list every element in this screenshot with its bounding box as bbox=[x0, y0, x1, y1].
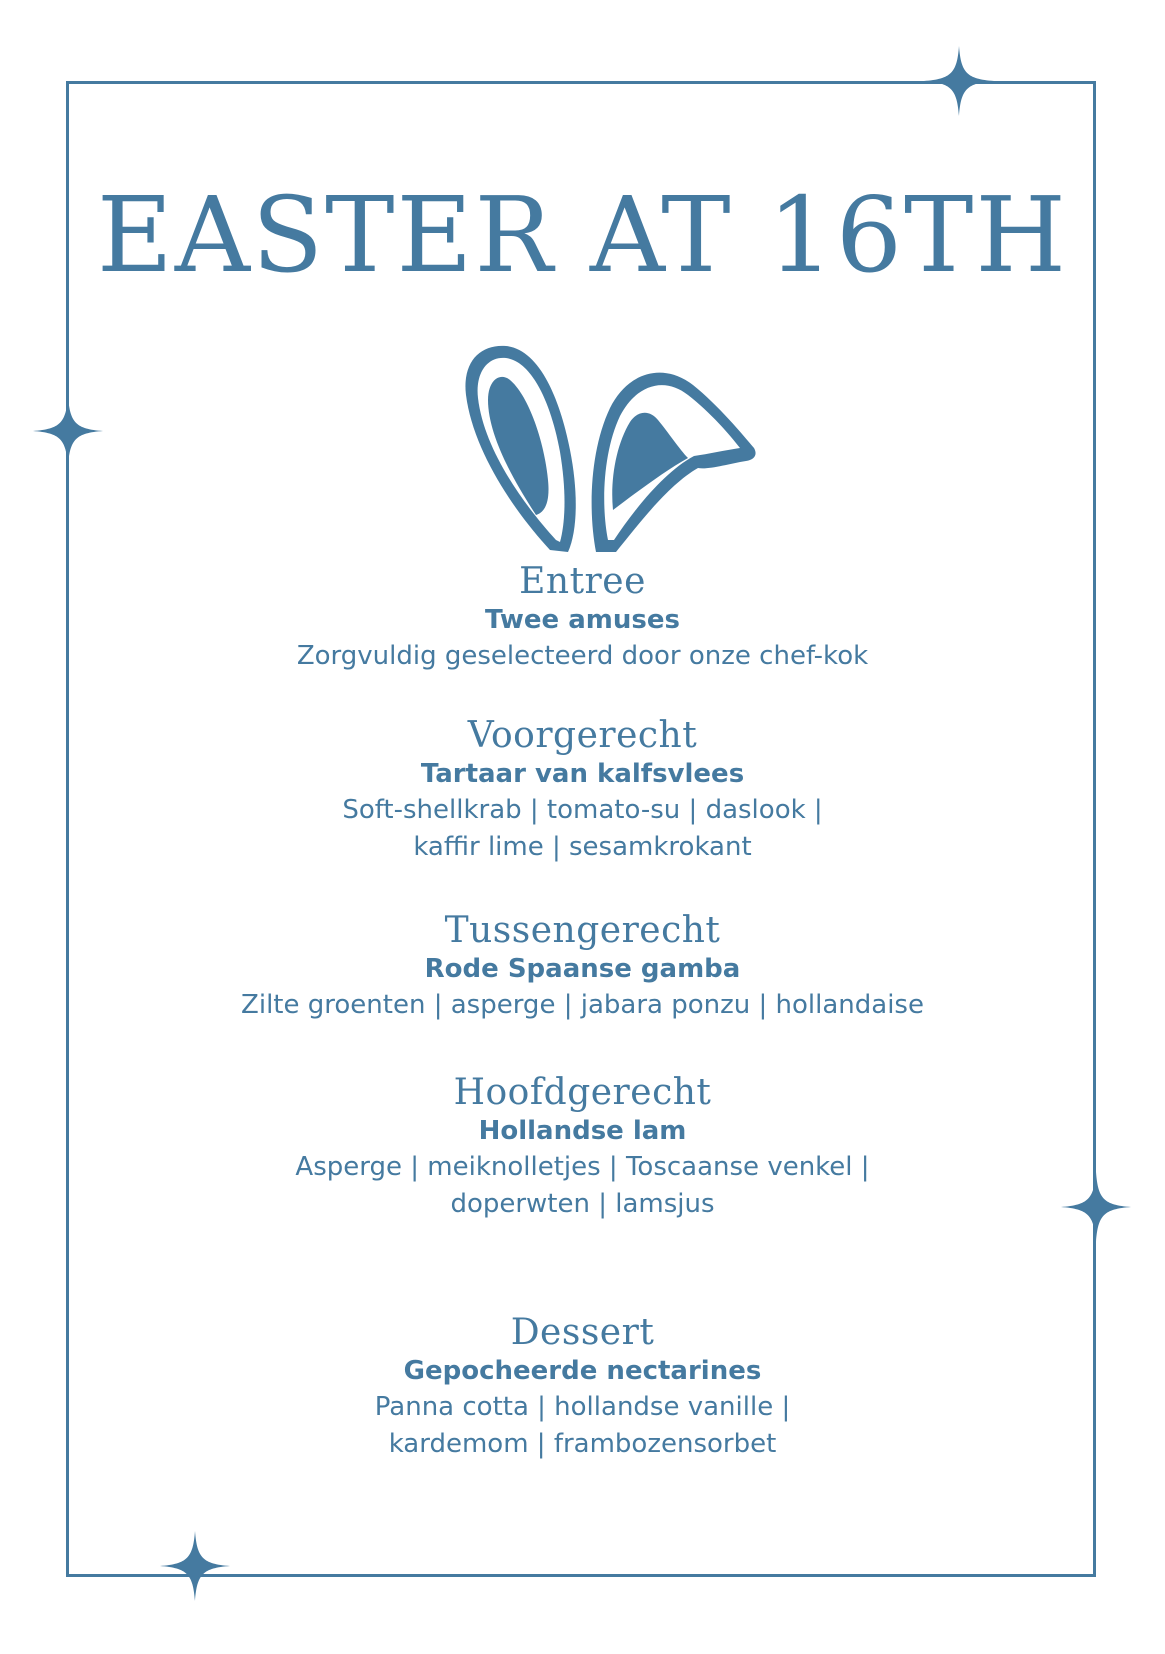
course-entree bbox=[0, 562, 1165, 675]
dish-name: Gepocheerde nectarines bbox=[403, 1356, 762, 1386]
course-hoofdgerecht bbox=[0, 1073, 1165, 1223]
dish-description-line: doperwten | lamsjus bbox=[450, 1189, 715, 1219]
dish-name: Tartaar van kalfsvlees bbox=[420, 759, 745, 789]
dish-description-line: Zilte groenten | asperge | jabara ponzu | hollandaise bbox=[241, 990, 924, 1020]
course-dessert bbox=[0, 1313, 1165, 1463]
dish-description-line: Zorgvuldig geselecteerd door onze chef-kok bbox=[296, 641, 869, 671]
course-tussengerecht bbox=[0, 911, 1165, 1024]
course-title: Dessert bbox=[510, 1312, 655, 1353]
course-title: Tussengerecht bbox=[444, 910, 721, 951]
course-title: Entree bbox=[519, 561, 646, 602]
sparkle-icon-bottom-left bbox=[160, 1531, 230, 1601]
sparkle-icon-left bbox=[33, 396, 103, 466]
dish-name: Rode Spaanse gamba bbox=[424, 954, 741, 984]
course-voorgerecht bbox=[0, 716, 1165, 866]
course-title: Hoofdgerecht bbox=[453, 1072, 712, 1113]
page-title: EASTER AT 16TH bbox=[96, 174, 1069, 296]
dish-description-line: Asperge | meiknolletjes | Toscaanse venkel | bbox=[295, 1152, 870, 1182]
dish-name: Twee amuses bbox=[485, 605, 680, 635]
dish-description-line: kaffir lime | sesamkrokant bbox=[413, 832, 752, 862]
sparkle-icon-top-right bbox=[924, 46, 994, 116]
dish-description-line: kardemom | frambozensorbet bbox=[388, 1429, 777, 1459]
dish-name: Hollandse lam bbox=[478, 1116, 687, 1146]
dish-description-line: Panna cotta | hollandse vanille | bbox=[374, 1392, 791, 1422]
dish-description-line: Soft-shellkrab | tomato-su | daslook | bbox=[342, 795, 823, 825]
bunny-ears-icon bbox=[458, 340, 758, 555]
course-title: Voorgerecht bbox=[467, 715, 698, 756]
